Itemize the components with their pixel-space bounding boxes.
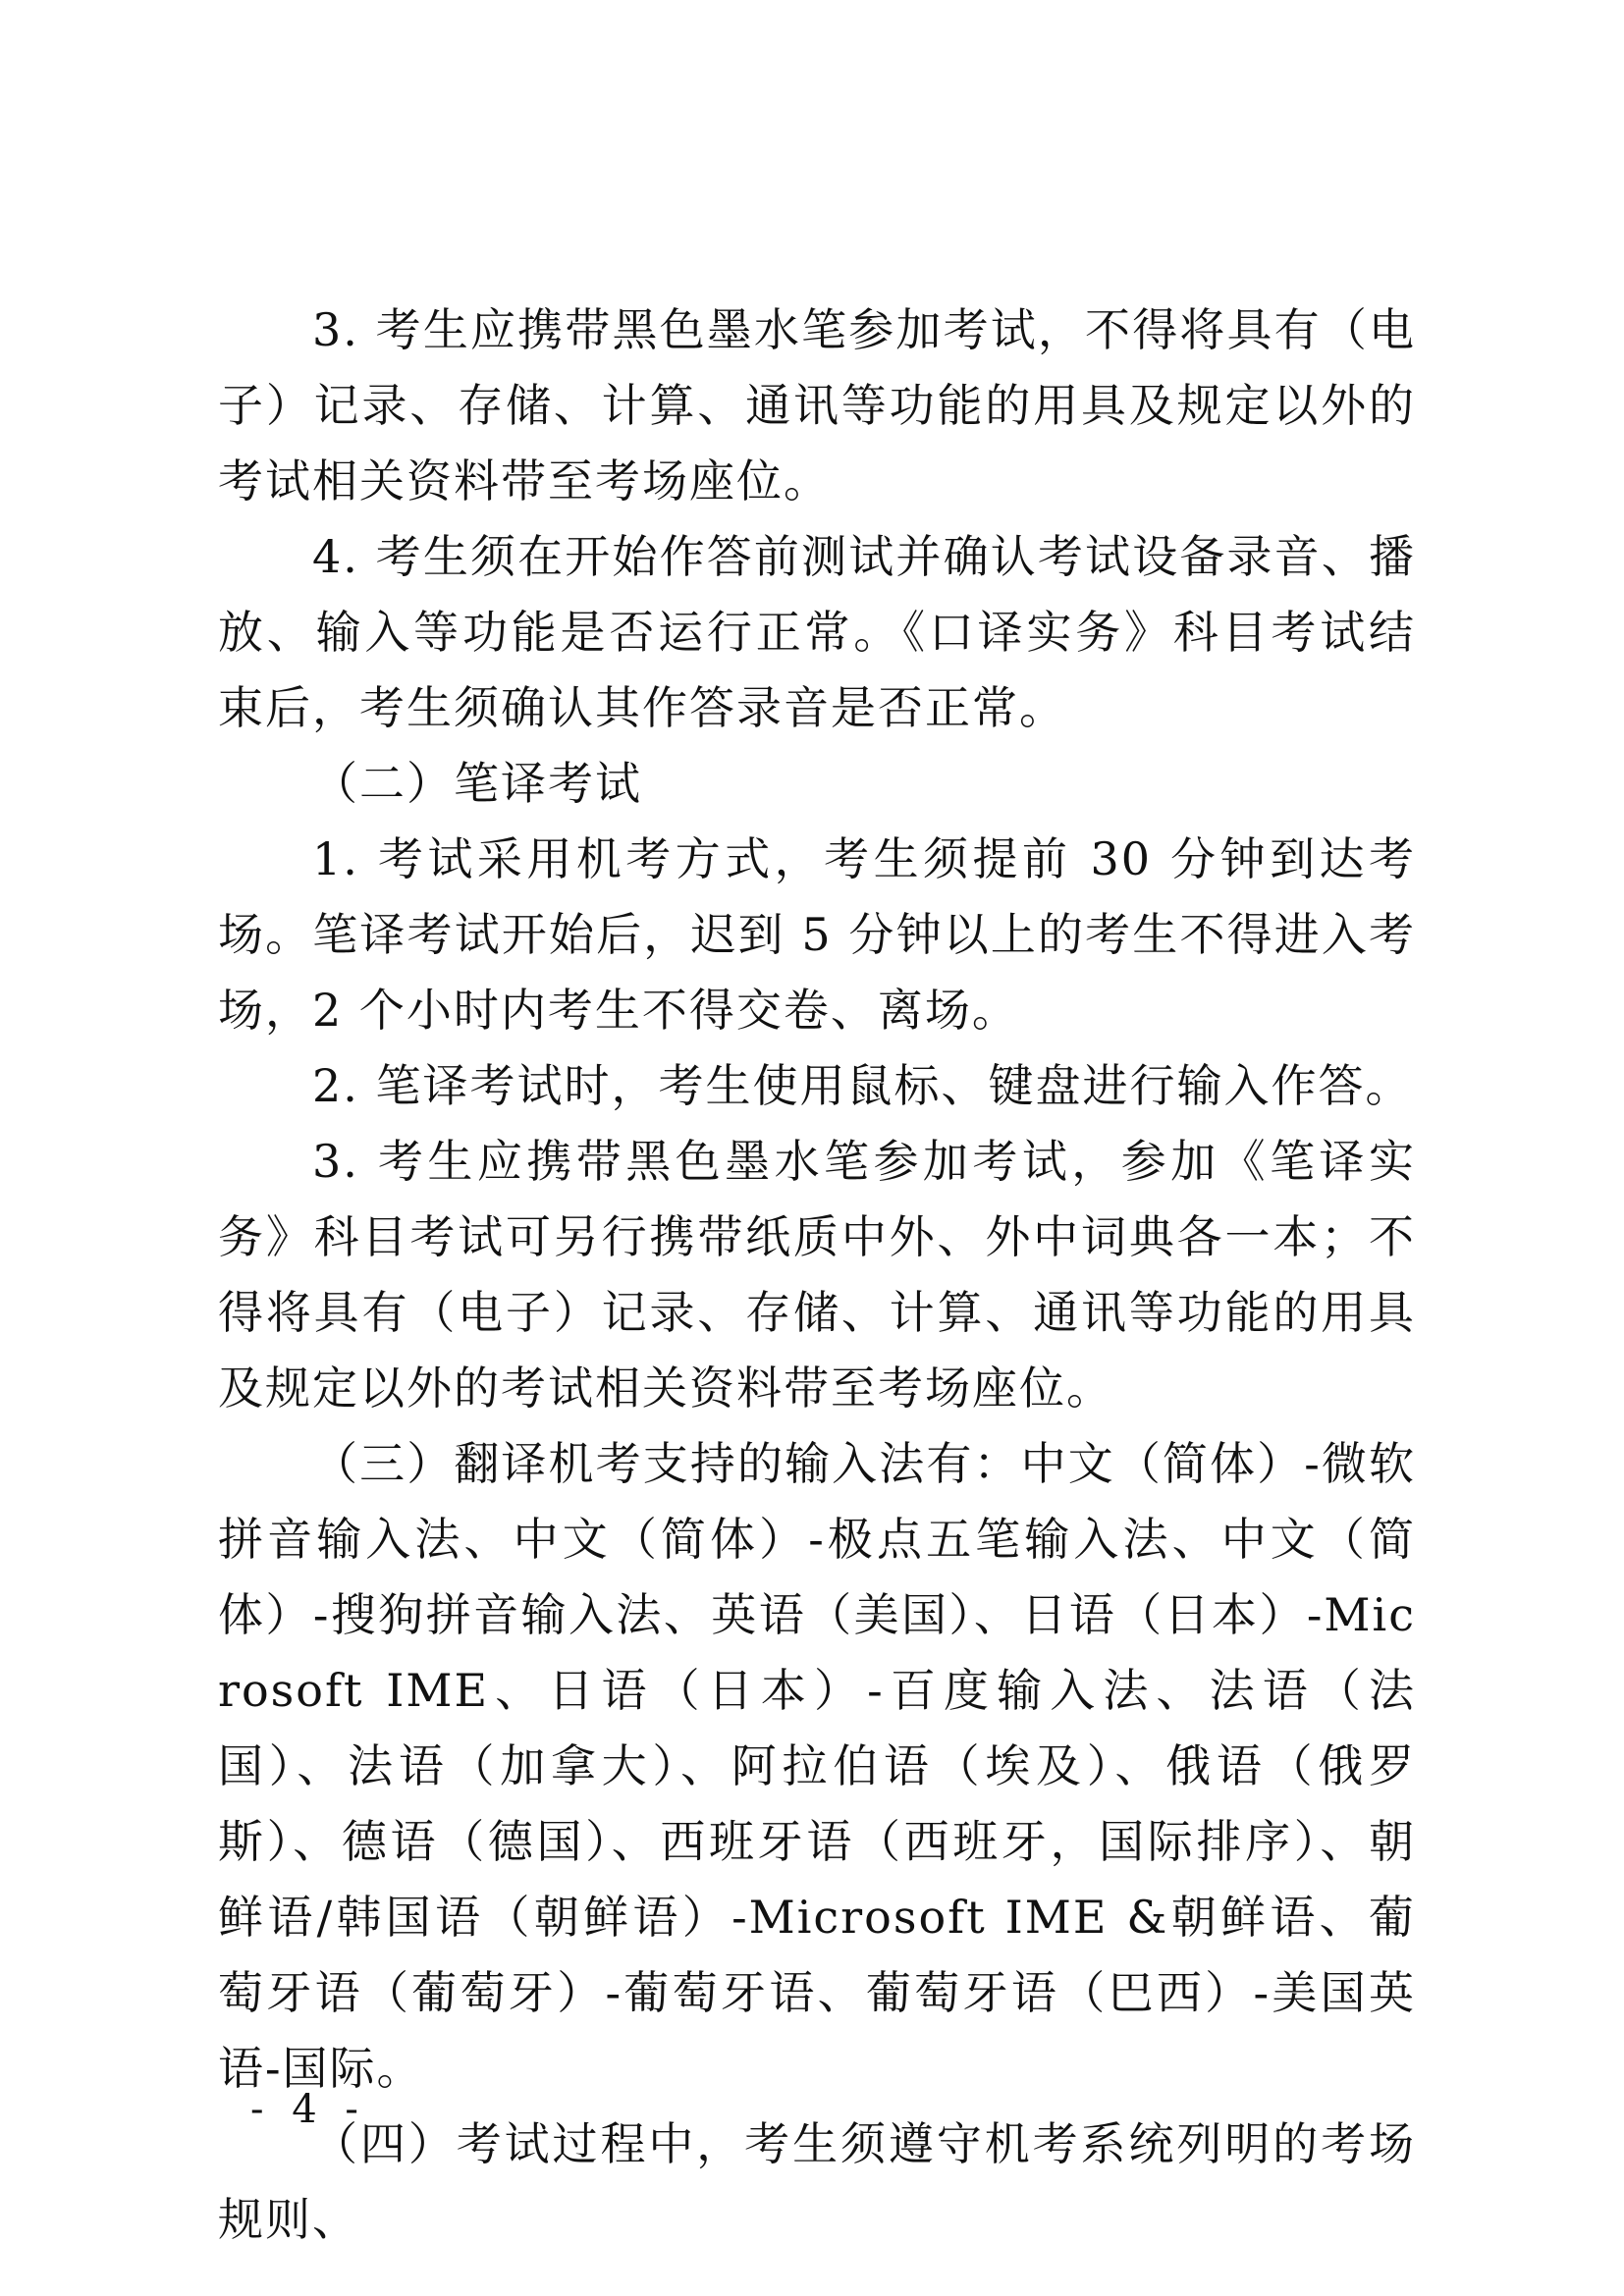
paragraph-written-2: 2. 笔译考试时，考生使用鼠标、键盘进行输入作答。 <box>312 1059 1413 1112</box>
paragraph-oral-4: 4. 考生须在开始作答前测试并确认考试设备录音、播放、输入等功能是否运行正常。《口译实务》科目考试结束后，考生须确认其作答录音是否正常。 <box>218 530 1416 734</box>
paragraph-written-3: 3. 考生应携带黑色墨水笔参加考试，参加《笔译实务》科目考试可另行携带纸质中外、外中词典各一本；不得将具有（电子）记录、存储、计算、通讯等功能的用具及规定以外的考试相关资料带至考场座位。 <box>218 1135 1416 1415</box>
document-body <box>218 293 1416 2258</box>
paragraph-exam-rules: （四）考试过程中，考生须遵守机考系统列明的考场规则、 <box>218 2117 1416 2246</box>
paragraph-written-1: 1. 考试采用机考方式，考生须提前 30 分钟到达考场。笔译考试开始后，迟到 5 分钟以上的考生不得进入考场，2 个小时内考生不得交卷、离场。 <box>218 832 1416 1037</box>
paragraph-input-methods: （三）翻译机考支持的输入法有：中文（简体）-微软拼音输入法、中文（简体）-极点五笔输入法、中文（简体）-搜狗拼音输入法、英语（美国）、日语（日本）-Microsoft IME、日语（日本）-百度输入法、法语（法国）、法语（加拿大）、阿拉伯语（埃及）、俄语（俄罗斯）、德语（德国）、西班牙语（西班牙，国际排序）、朝鲜语/韩国语（朝鲜语）-Microsoft IME &朝鲜语、葡萄牙语（葡萄牙）-葡萄牙语、葡萄牙语（巴西）-美国英语-国际。 <box>218 1437 1416 2095</box>
page-number: - 4 - <box>250 2087 366 2132</box>
section-heading-written-exam: （二）笔译考试 <box>312 757 642 810</box>
paragraph-oral-3: 3. 考生应携带黑色墨水笔参加考试，不得将具有（电子）记录、存储、计算、通讯等功能的用具及规定以外的考试相关资料带至考场座位。 <box>218 303 1416 507</box>
